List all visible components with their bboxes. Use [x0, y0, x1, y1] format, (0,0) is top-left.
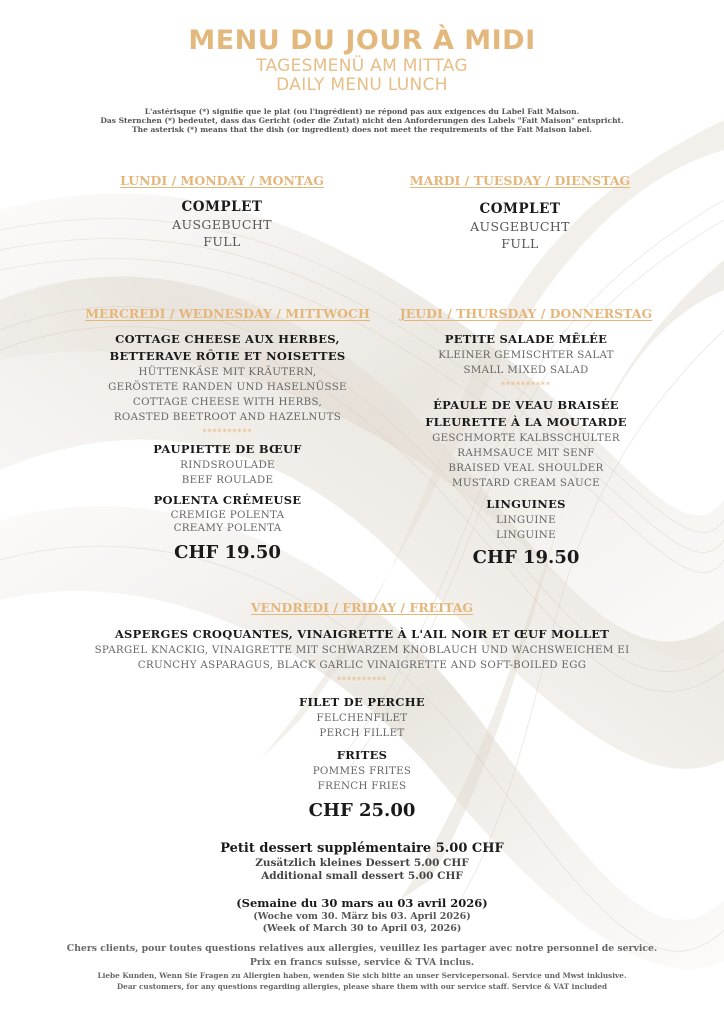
menu-title-english: DAILY MENU LUNCH: [276, 75, 448, 95]
wednesday-main-en: BEEF ROULADE: [181, 474, 274, 486]
dessert-de: Zusätzlich kleines Dessert 5.00 CHF: [255, 857, 469, 869]
wednesday-starter-fr-2: BETTERAVE RÔTIE ET NOISETTES: [109, 349, 346, 363]
tuesday-status-fr: COMPLET: [479, 201, 561, 217]
tuesday-status-en: FULL: [501, 236, 539, 251]
thursday-menu: [385, 331, 667, 569]
week-de: (Woche vom 30. März bis 03. April 2026): [253, 911, 471, 922]
menu-title-german: TAGESMENÜ AM MITTAG: [256, 56, 468, 76]
wednesday-starter-en-2: ROASTED BEETROOT AND HAZELNUTS: [113, 411, 342, 423]
monday-status-en: FULL: [203, 234, 241, 249]
monday-heading: LUNDI / MONDAY / MONTAG: [120, 173, 324, 188]
fait-maison-notice: [0, 107, 724, 134]
tuesday-heading: MARDI / TUESDAY / DIENSTAG: [409, 173, 631, 188]
wednesday-main-fr: PAUPIETTE DE BŒUF: [153, 442, 302, 456]
monday-status-fr: COMPLET: [181, 199, 263, 215]
thursday-starter-en: SMALL MIXED SALAD: [463, 364, 589, 376]
thursday-side-en: LINGUINE: [496, 529, 556, 541]
thursday-main-fr: ÉPAULE DE VEAU BRAISÉE: [433, 398, 619, 412]
thursday-starter-de: KLEINER GEMISCHTER SALAT: [438, 349, 614, 361]
footer: [0, 942, 724, 992]
allergy-note-fr: Chers clients, pour toutes questions relatives aux allergies, veuillez les partager avec notre personnel de service.: [66, 943, 658, 954]
thursday-heading: JEUDI / THURSDAY / DONNERSTAG: [399, 306, 653, 321]
tuesday-menu: [385, 200, 655, 252]
wednesday-price: CHF 19.50: [174, 542, 281, 563]
wednesday-starter-fr: COTTAGE CHEESE AUX HERBES,: [115, 332, 340, 346]
friday-side-de: POMMES FRITES: [312, 765, 412, 777]
thursday-main-de: GESCHMORTE KALBSSCHULTER: [432, 432, 620, 444]
friday-side-en: FRENCH FRIES: [317, 780, 407, 792]
friday-starter-fr: ASPERGES CROQUANTES, VINAIGRETTE À L'AIL NOIR ET ŒUF MOLLET: [114, 627, 610, 641]
friday-main-en: PERCH FILLET: [319, 727, 405, 739]
wednesday-starter-de: HÜTTENKÄSE MIT KRÄUTERN,: [138, 366, 317, 378]
prices-note-fr: Prix en francs suisse, service & TVA inclus.: [249, 957, 475, 968]
friday-starter-de: SPARGEL KNACKIG, VINAIGRETTE MIT SCHWARZEM KNOBLAUCH UND WACHSWEICHEM EI: [94, 644, 630, 656]
friday-side-fr: FRITES: [336, 748, 388, 762]
thursday-side-de: LINGUINE: [496, 514, 556, 526]
friday-starter-en: CRUNCHY ASPARAGUS, BLACK GARLIC VINAIGRETTE AND SOFT-BOILED EGG: [137, 659, 587, 671]
friday-main-fr: FILET DE PERCHE: [299, 695, 425, 709]
wednesday-menu: [75, 331, 380, 564]
menu-title: MENU DU JOUR À MIDI: [188, 25, 536, 56]
allergy-note-de: Liebe Kunden, Wenn Sie Fragen zu Allergien haben, wenden Sie sich bitte an unser Servicepersonal. Service und Mwst inklusive.: [97, 971, 627, 980]
notice-french: L'astérisque (*) signifie que le plat (ou l'ingrédient) ne répond pas aux exigences du Label Fait Maison.: [144, 107, 580, 116]
friday-menu: [0, 626, 724, 822]
monday-menu: [87, 198, 357, 250]
friday-heading: VENDREDI / FRIDAY / FREITAG: [250, 600, 474, 615]
dessert-en: Additional small dessert 5.00 CHF: [261, 870, 463, 882]
monday-status-de: AUSGEBUCHT: [172, 217, 272, 232]
tuesday-status-de: AUSGEBUCHT: [470, 219, 570, 234]
wednesday-starter-de-2: GERÖSTETE RANDEN UND HASELNÜSSE: [108, 381, 347, 393]
allergy-note-en: Dear customers, for any questions regarding allergies, please share them with our service staff. Service & VAT included: [116, 982, 608, 991]
thursday-main-en: BRAISED VEAL SHOULDER: [448, 462, 604, 474]
wednesday-side-fr: POLENTA CRÉMEUSE: [153, 493, 302, 507]
friday-price: CHF 25.00: [308, 800, 416, 821]
friday-separator: **********: [337, 676, 387, 685]
thursday-main-de-2: RAHMSAUCE MIT SENF: [457, 447, 595, 459]
wednesday-side-de: CREMIGE POLENTA: [170, 509, 285, 521]
friday-main-de: FELCHENFILET: [316, 712, 408, 724]
wednesday-main-de: RINDSROULADE: [180, 459, 275, 471]
week-section: [0, 896, 724, 935]
week-fr: (Semaine du 30 mars au 03 avril 2026): [236, 896, 488, 910]
notice-german: Das Sternchen (*) bedeutet, dass das Gericht (oder die Zutat) nicht den Anforderungen des Labels "Fait Maison" entspricht.: [100, 116, 624, 125]
dessert-section: [0, 840, 724, 883]
thursday-price: CHF 19.50: [472, 547, 580, 568]
thursday-main-en-2: MUSTARD CREAM SAUCE: [452, 477, 600, 489]
thursday-starter-fr: PETITE SALADE MÊLÉE: [444, 332, 608, 346]
wednesday-separator: **********: [202, 428, 253, 437]
wednesday-starter-en: COTTAGE CHEESE WITH HERBS,: [132, 396, 323, 408]
wednesday-side-en: CREAMY POLENTA: [173, 522, 282, 534]
thursday-side-fr: LINGUINES: [486, 497, 566, 511]
thursday-separator: **********: [501, 381, 551, 390]
week-en: (Week of March 30 to April 03, 2026): [262, 923, 462, 934]
thursday-main-fr-2: FLEURETTE À LA MOUTARDE: [425, 415, 627, 429]
dessert-fr: Petit dessert supplémentaire 5.00 CHF: [220, 841, 504, 856]
notice-english: The asterisk (*) means that the dish (or ingredient) does not meet the requirements of the Fait Maison label.: [132, 125, 592, 134]
wednesday-heading: MERCREDI / WEDNESDAY / MITTWOCH: [85, 306, 370, 321]
